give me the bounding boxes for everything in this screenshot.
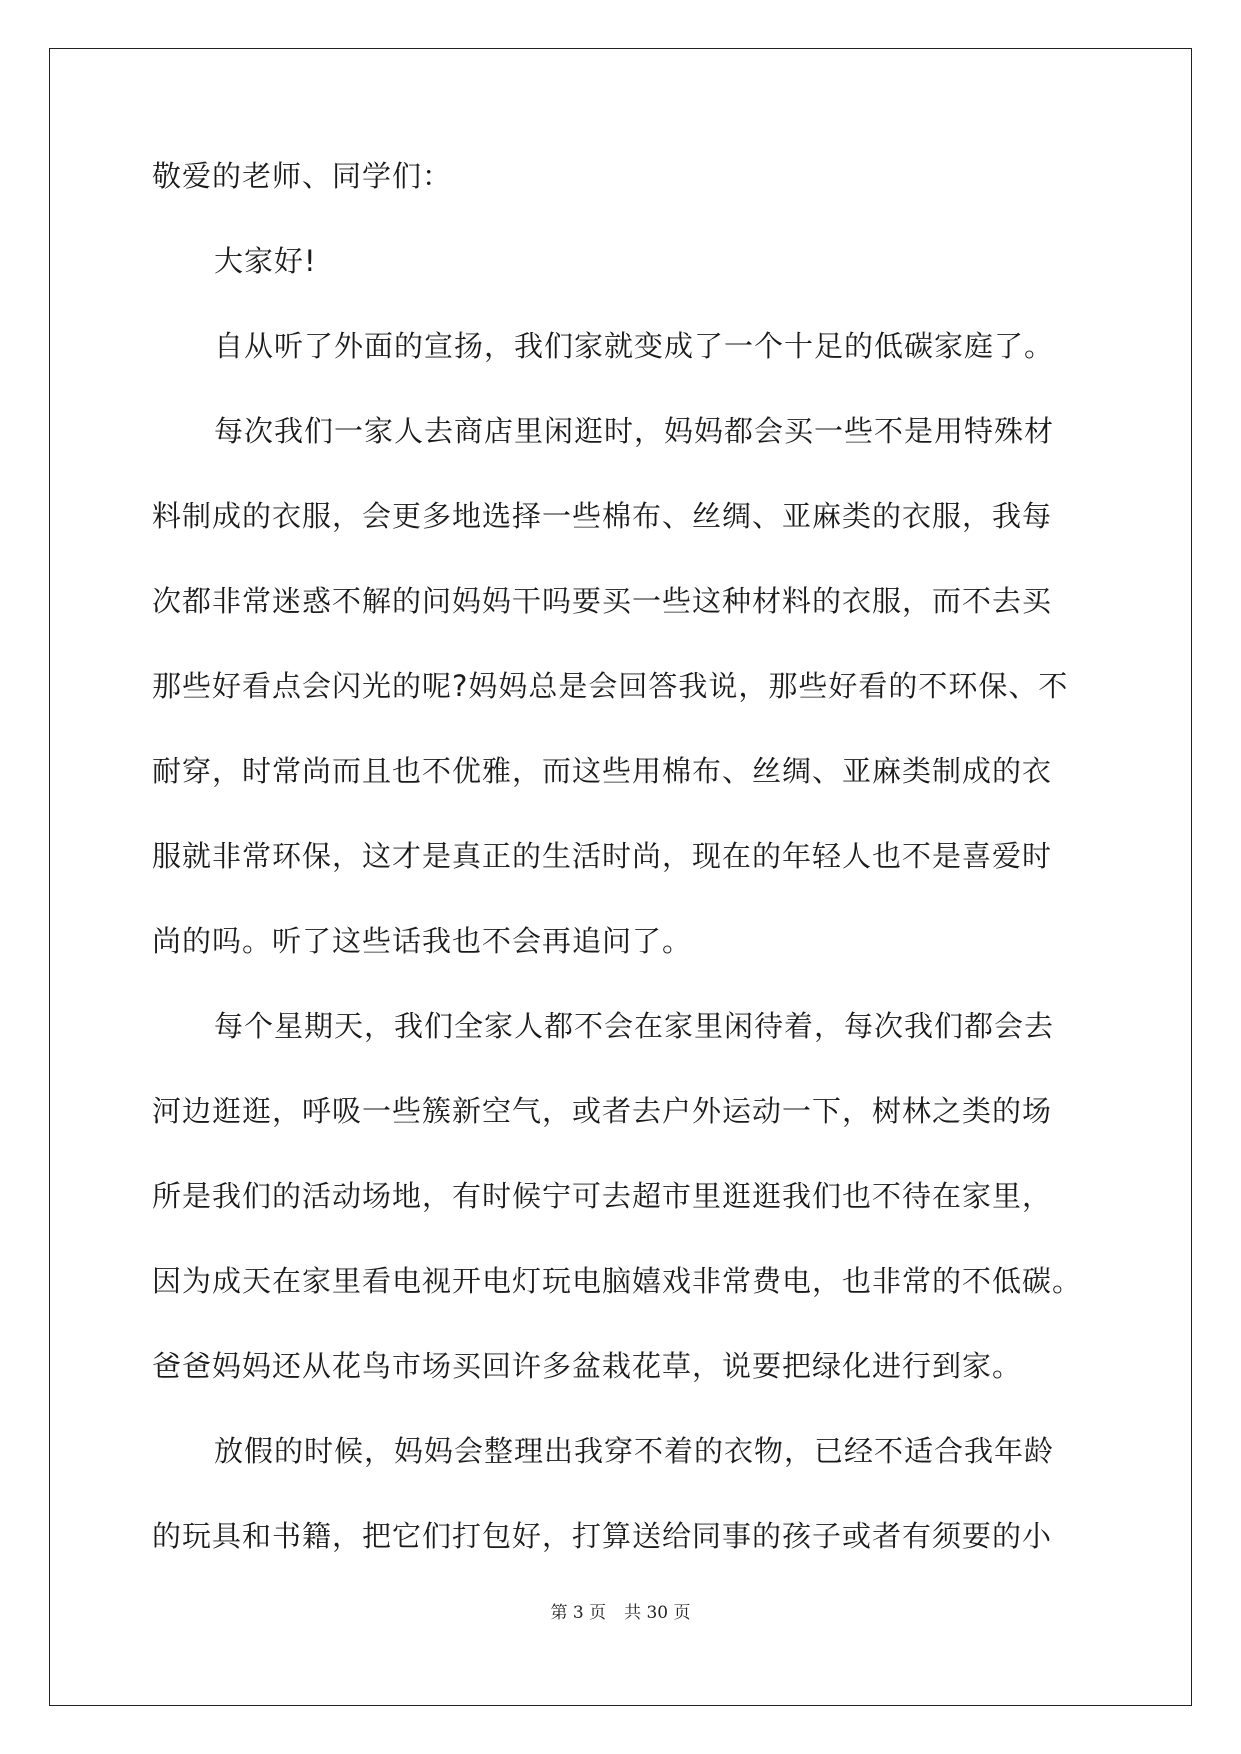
text-line: 河边逛逛，呼吸一些簇新空气，或者去户外运动一下，树林之类的场	[152, 1094, 1053, 1128]
page-number: 第 3 页	[550, 1603, 607, 1623]
text-line: 的玩具和书籍，把它们打包好，打算送给同事的孩子或者有须要的小	[152, 1519, 1053, 1553]
text-line: 每个星期天，我们全家人都不会在家里闲待着，每次我们都会去	[214, 1009, 1055, 1043]
page-total: 共 30 页	[624, 1603, 691, 1623]
text-line: 爸爸妈妈还从花鸟市场买回许多盆栽花草，说要把绿化进行到家。	[152, 1349, 1023, 1383]
page-footer	[0, 1598, 1241, 1623]
text-line: 尚的吗。听了这些话我也不会再追问了。	[152, 924, 693, 958]
text-line: 次都非常迷惑不解的问妈妈干吗要买一些这种材料的衣服，而不去买	[152, 584, 1053, 618]
text-line: 所是我们的活动场地，有时候宁可去超市里逛逛我们也不待在家里，	[152, 1179, 1053, 1213]
text-line: 料制成的衣服，会更多地选择一些棉布、丝绸、亚麻类的衣服，我每	[152, 499, 1053, 533]
text-line: 自从听了外面的宣扬，我们家就变成了一个十足的低碳家庭了。	[214, 329, 1055, 363]
text-line: 耐穿，时常尚而且也不优雅，而这些用棉布、丝绸、亚麻类制成的衣	[152, 754, 1053, 788]
text-line: 每次我们一家人去商店里闲逛时，妈妈都会买一些不是用特殊材	[214, 414, 1055, 448]
text-line: 因为成天在家里看电视开电灯玩电脑嬉戏非常费电，也非常的不低碳。	[152, 1264, 1083, 1298]
text-line: 敬爱的老师、同学们：	[152, 159, 453, 193]
text-line: 那些好看点会闪光的呢?妈妈总是会回答我说，那些好看的不环保、不	[152, 669, 1069, 703]
text-line: 大家好!	[214, 244, 317, 278]
text-line: 放假的时候，妈妈会整理出我穿不着的衣物，已经不适合我年龄	[214, 1434, 1055, 1468]
text-line: 服就非常环保，这才是真正的生活时尚，现在的年轻人也不是喜爱时	[152, 839, 1053, 873]
